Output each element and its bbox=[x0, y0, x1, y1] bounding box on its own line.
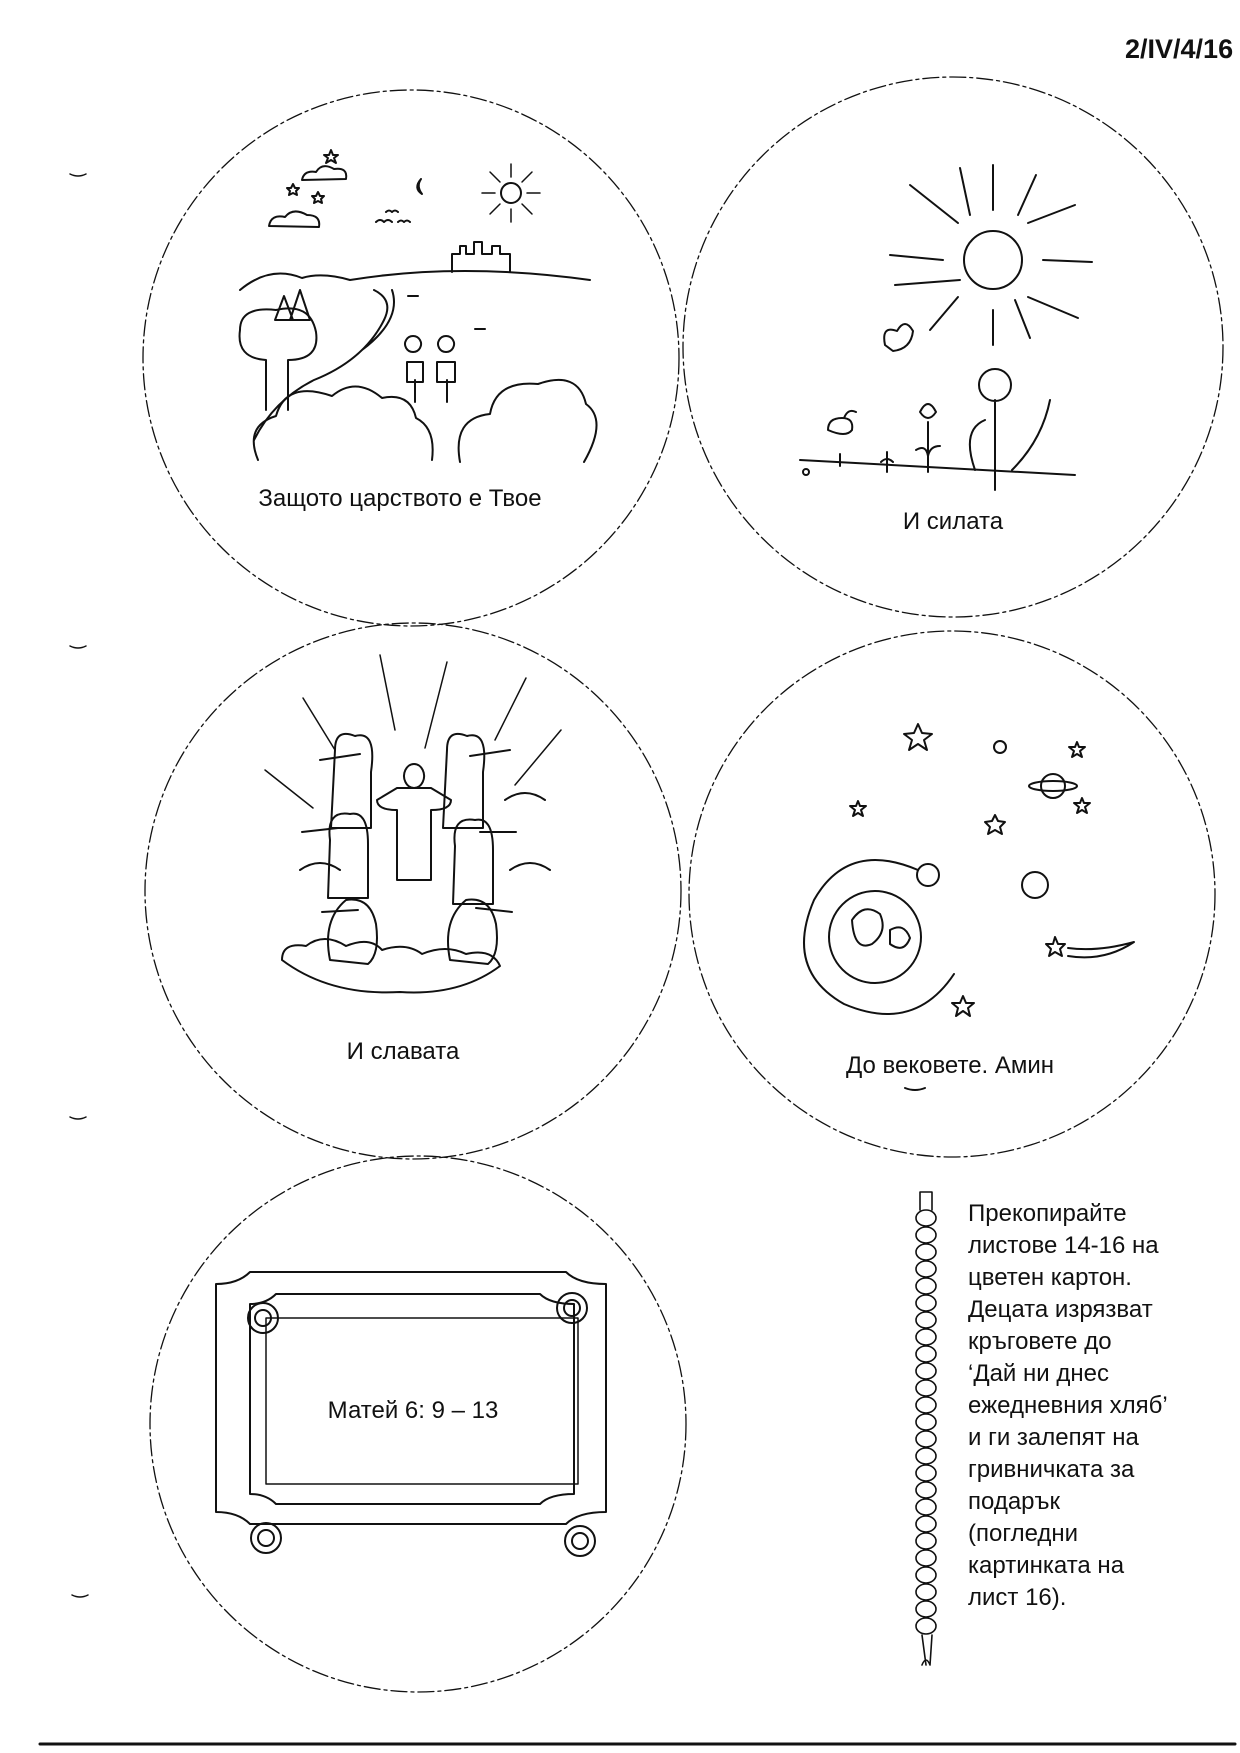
bead-icon bbox=[916, 1312, 936, 1328]
star-icon bbox=[904, 724, 932, 750]
cloud-icon bbox=[302, 166, 346, 180]
angel-figure bbox=[328, 900, 377, 965]
bead-icon bbox=[916, 1448, 936, 1464]
bead-icon bbox=[916, 1244, 936, 1260]
bead-icon bbox=[916, 1397, 936, 1413]
bushes-icon bbox=[459, 380, 597, 462]
instruction-line: Прекопирайте bbox=[968, 1200, 1127, 1227]
page-number: 2/IV/4/16 bbox=[1125, 34, 1234, 64]
margin-marks bbox=[70, 174, 88, 1597]
bead-icon bbox=[916, 1329, 936, 1345]
bead-icon bbox=[916, 1346, 936, 1362]
earth-icon bbox=[829, 891, 921, 983]
instruction-line: картинката на bbox=[968, 1552, 1125, 1579]
star-icon bbox=[1069, 742, 1085, 757]
instruction-line: (погледни bbox=[968, 1520, 1079, 1547]
instruction-line: ‘Дай ни днес bbox=[968, 1360, 1109, 1387]
caption-glory: И славата bbox=[346, 1038, 460, 1065]
planet-icon bbox=[1022, 872, 1048, 898]
bead-icon bbox=[916, 1227, 936, 1243]
caption-forever-amen: До вековете. Амин bbox=[845, 1052, 1055, 1079]
sun-icon bbox=[964, 231, 1022, 289]
caption-power: И силата bbox=[902, 508, 1004, 535]
bead-icon bbox=[916, 1465, 936, 1481]
birds-icon bbox=[376, 211, 410, 223]
bracelet-illustration bbox=[916, 1192, 936, 1665]
bead-icon bbox=[916, 1499, 936, 1515]
angel-figure bbox=[443, 734, 484, 828]
instruction-line: цветен картон. bbox=[968, 1264, 1132, 1291]
bead-icon bbox=[916, 1601, 936, 1617]
instruction-line: подарък bbox=[968, 1488, 1061, 1515]
star-icon bbox=[287, 184, 299, 195]
instructions-text bbox=[968, 1198, 1208, 1614]
instruction-line: кръговете до bbox=[968, 1328, 1112, 1355]
star-icon bbox=[324, 150, 338, 163]
sun-icon bbox=[501, 183, 521, 203]
angel-figure bbox=[328, 814, 368, 898]
star-icon bbox=[312, 192, 324, 203]
star-icon bbox=[952, 996, 974, 1016]
star-icon bbox=[985, 815, 1005, 834]
bead-icon bbox=[916, 1482, 936, 1498]
instruction-line: листове 14-16 на bbox=[968, 1232, 1159, 1259]
instruction-line: Децата изрязват bbox=[968, 1296, 1153, 1323]
small-planet-icon bbox=[994, 741, 1006, 753]
caption-matthew-reference: Матей 6: 9 – 13 bbox=[327, 1397, 499, 1424]
bead-icon bbox=[916, 1584, 936, 1600]
comet-icon bbox=[1046, 937, 1134, 957]
saturn-icon bbox=[1041, 774, 1065, 798]
caption-kingdom: Защото царството е Твое bbox=[258, 485, 542, 512]
bead-icon bbox=[916, 1278, 936, 1294]
bushes-icon bbox=[254, 386, 433, 460]
bead-icon bbox=[916, 1550, 936, 1566]
pine-trees-icon bbox=[275, 290, 310, 320]
star-icon bbox=[850, 801, 866, 816]
clouds-icon bbox=[282, 939, 500, 992]
star-icon bbox=[1074, 798, 1090, 813]
bead-icon bbox=[916, 1295, 936, 1311]
bead-icon bbox=[916, 1380, 936, 1396]
butterfly-icon bbox=[884, 324, 913, 351]
bead-icon bbox=[916, 1210, 936, 1226]
bee-icon bbox=[828, 411, 856, 434]
sun-plants-illustration bbox=[800, 165, 1092, 490]
moon-icon bbox=[417, 179, 422, 194]
instruction-line: и ги залепят на bbox=[968, 1424, 1139, 1451]
moon-icon bbox=[917, 864, 939, 886]
angels-illustration bbox=[265, 655, 561, 992]
instruction-line: гривничката за bbox=[968, 1456, 1135, 1483]
space-illustration bbox=[804, 724, 1134, 1090]
jesus-figure bbox=[377, 764, 451, 880]
bead-icon bbox=[916, 1533, 936, 1549]
bead-icon bbox=[916, 1618, 936, 1634]
castle-icon bbox=[452, 242, 510, 272]
bead-icon bbox=[916, 1261, 936, 1277]
instruction-line: ежедневния хляб’ bbox=[968, 1392, 1168, 1419]
children-icon bbox=[405, 336, 455, 402]
landscape-illustration bbox=[240, 150, 597, 462]
bead-icon bbox=[916, 1363, 936, 1379]
bead-icon bbox=[916, 1414, 936, 1430]
tulip-icon bbox=[916, 404, 940, 472]
cloud-icon bbox=[269, 211, 319, 227]
bead-icon bbox=[916, 1431, 936, 1447]
instruction-line: лист 16). bbox=[968, 1584, 1067, 1611]
bead-icon bbox=[916, 1516, 936, 1532]
tree-icon bbox=[240, 308, 317, 410]
bead-icon bbox=[916, 1567, 936, 1583]
